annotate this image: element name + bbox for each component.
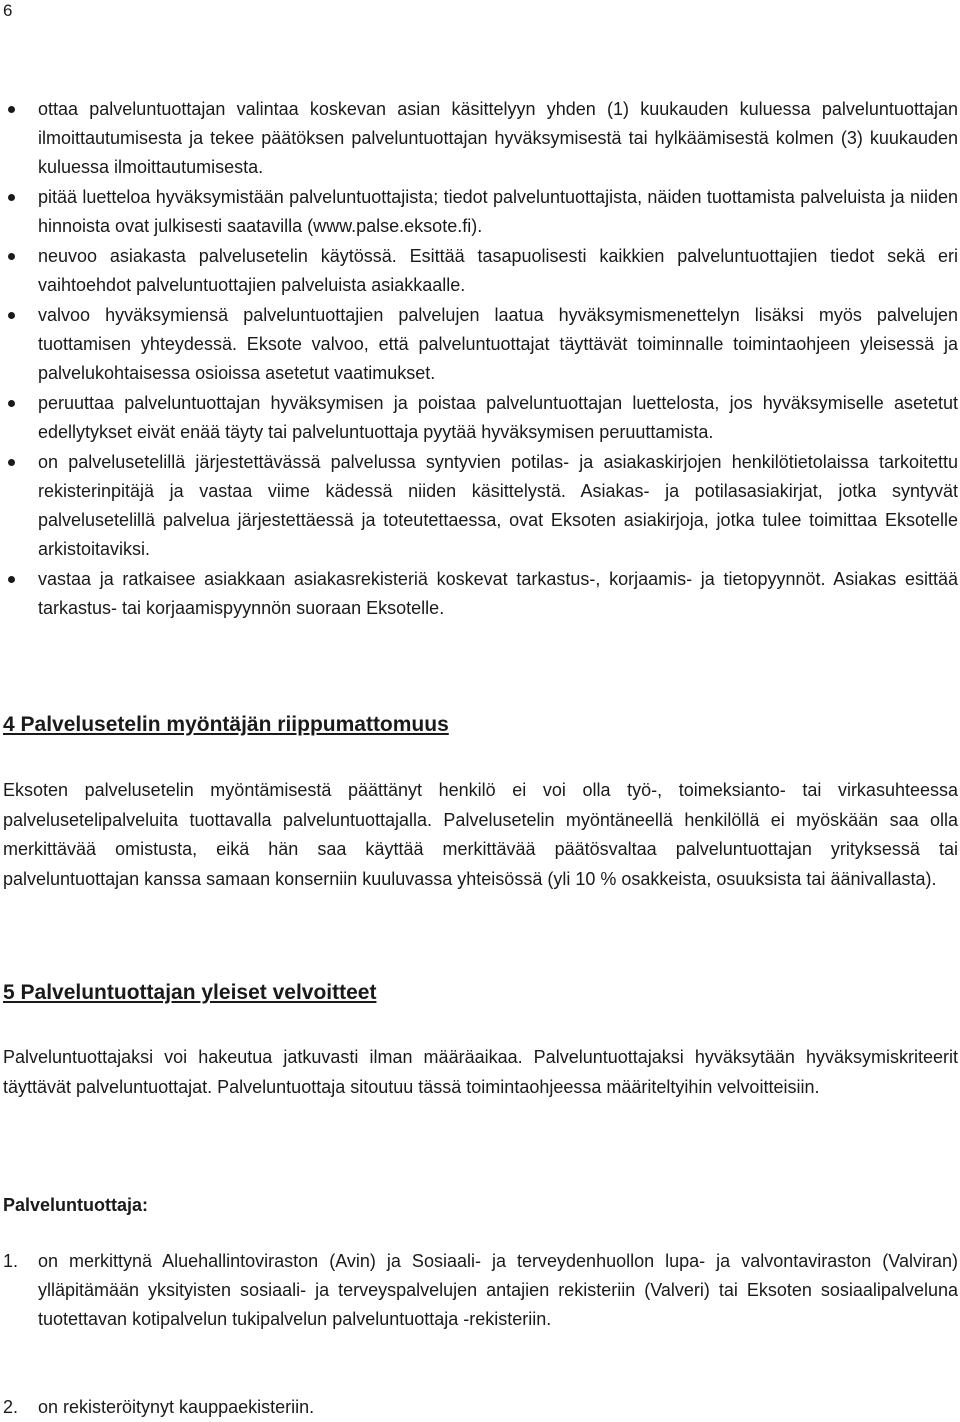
list-item: [0, 183, 960, 241]
list-item: [0, 242, 960, 300]
bullet-icon: [8, 194, 15, 201]
list-item-text: peruuttaa palveluntuottajan hyväksymisen ja poistaa palveluntuottajan luettelosta, jos hyväksymiselle asetetut edellytykset eivät enää täyty tai palveluntuottaja pyytää hyväksymisen peruuttamista.: [38, 393, 958, 442]
numbered-item: [0, 1393, 958, 1422]
list-item: [0, 389, 960, 447]
bullet-icon: [8, 400, 15, 407]
item-text: on merkittynä Aluehallintoviraston (Avin) ja Sosiaali- ja terveydenhuollon lupa- ja valvontaviraston (Valviran) ylläpitämään yksityisten sosiaali- ja terveyspalvelujen antajien rekisteriin (Valveri) tai Eksoten sosiaalipalveluna tuotettavan kotipalvelun tukipalvelun palveluntuottaja -rekisteriin.: [38, 1251, 958, 1329]
bullet-icon: [8, 459, 15, 466]
list-item-text: neuvoo asiakasta palvelusetelin käytössä. Esittää tasapuolisesti kaikkien palveluntuottajien tiedot sekä eri vaihtoehdot palveluntuottajien palveluista asiakkaalle.: [38, 246, 958, 295]
section-5-paragraph: Palveluntuottajaksi voi hakeutua jatkuvasti ilman määräaikaa. Palveluntuottajaksi hyväksytään hyväksymiskriteerit täyttävät palveluntuottajat. Palveluntuottaja sitoutuu tässä toimintaohjeessa määriteltyihin velvoitteisiin.: [3, 1047, 958, 1097]
list-item: [0, 565, 960, 623]
list-item-text: pitää luetteloa hyväksymistään palveluntuottajista; tiedot palveluntuottajista, näiden tuottamista palveluista ja niiden hinnoista ovat julkisesti saatavilla (www.palse.eksote.fi).: [38, 187, 958, 236]
section-4-heading: 4 Palvelusetelin myöntäjän riippumattomuus: [3, 713, 449, 736]
list-item-text: vastaa ja ratkaisee asiakkaan asiakasrekisteriä koskevat tarkastus-, korjaamis- ja tietopyynnöt. Asiakas esittää tarkastus- tai korjaamispyynnön suoraan Eksotelle.: [38, 569, 958, 618]
item-number: 1.: [3, 1251, 19, 1271]
bullet-icon: [8, 312, 15, 319]
list-item-text: valvoo hyväksymiensä palveluntuottajien palvelujen laatua hyväksymismenettelyn lisäksi myös palvelujen tuottamisen yhteydessä. Eksote valvoo, että palveluntuottajat täyttävät toiminnalle toimintaohjeen yleisessä ja palvelukohtaisessa osioissa asetetut vaatimukset.: [38, 305, 958, 383]
list-item: [0, 448, 960, 564]
responsibilities-list: [0, 95, 960, 624]
page-number: 6: [3, 1, 13, 20]
numbered-item: [0, 1247, 958, 1334]
item-number: 2.: [3, 1397, 19, 1417]
bullet-icon: [8, 253, 15, 260]
provider-label: Palveluntuottaja:: [3, 1195, 149, 1215]
list-item: [0, 95, 960, 182]
list-item: [0, 301, 960, 388]
item-text: on rekisteröitynyt kauppaekisteriin.: [38, 1397, 315, 1417]
section-4-paragraph: Eksoten palvelusetelin myöntämisestä päättänyt henkilö ei voi olla työ-, toimeksianto- tai virkasuhteessa palvelusetelipalveluita tuottavalla palveluntuottajalla. Palvelusetelin myöntäneellä henkilöllä ei myöskään saa olla merkittävää omistusta, eikä hän saa käyttää merkittävää päätösvaltaa palveluntuottajan yrityksessä tai palveluntuottajan kanssa samaan konserniin kuuluvassa yhteisössä (yli 10 % osakkeista, osuuksista tai äänivallasta).: [3, 780, 958, 889]
list-item-text: ottaa palveluntuottajan valintaa koskevan asian käsittelyyn yhden (1) kuukauden kuluessa palveluntuottajan ilmoittautumisesta ja tekee päätöksen palveluntuottajan hyväksymisestä tai hylkäämisestä kolmen (3) kuukauden kuluessa ilmoittautumisesta.: [38, 99, 958, 177]
bullet-icon: [8, 106, 15, 113]
list-item-text: on palvelusetelillä järjestettävässä palvelussa syntyvien potilas- ja asiakaskirjojen henkilötietolaissa tarkoitettu rekisterinpitäjä ja vastaa viime kädessä niiden käsittelystä. Asiakas- ja potilasasiakirjat, jotka syntyvät palvelusetelillä palvelua järjestettäessä ja toteutettaessa, ovat Eksoten asiakirjoja, jotka tulee toimittaa Eksotelle arkistoitaviksi.: [38, 452, 958, 559]
section-5-heading: 5 Palveluntuottajan yleiset velvoitteet: [3, 981, 377, 1004]
bullet-icon: [8, 576, 15, 583]
